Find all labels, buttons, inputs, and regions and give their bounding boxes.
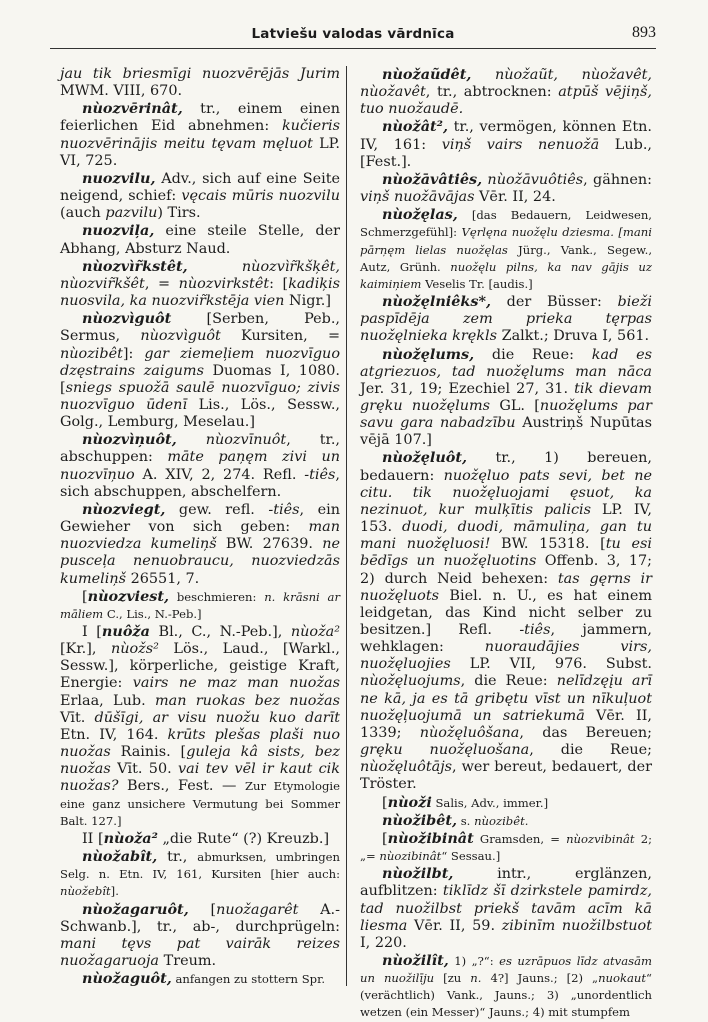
entry-text: [das Bedauern, Leidwesen, Schmerzgefühl]: (360, 208, 652, 240)
entry-text: Lub., [Fest.]. (360, 136, 652, 170)
entry-text: , das Bereuen; (519, 724, 652, 741)
entry-text: I [ (82, 624, 102, 640)
entry-text: Vęrlęna nuožęlu dziesma. [mani pārņęm lielas nuožęlas (360, 225, 652, 257)
entry-text: 4?] Jauns.; [2) „ (481, 971, 599, 986)
entry-text: n. krāsni ar māliem (60, 589, 340, 621)
entry-text: viņš vairs nenuožā (441, 136, 600, 153)
entry-text: jau tik briesmīgi nuozvērējās Jurim (60, 66, 340, 82)
entry-text: es uzrāpuos līdz atvasām un nuožilīju (360, 953, 652, 986)
entry-text: n. (470, 971, 482, 986)
entry-text: -tiês (268, 501, 300, 518)
entry-text: dūšīgi, ar visu nuožu kuo darīt (94, 709, 340, 726)
entry-text: A. XIV, 2, 274. Refl. (134, 466, 305, 483)
entry-text: die Reue: (474, 346, 592, 363)
headword: nuozviļa, (82, 222, 155, 240)
entry-text: 2; „= (360, 831, 652, 864)
entry-text: A.-Schwanb.], tr., ab-, durchprügeln: (60, 901, 340, 935)
headword: nùozvērinât, (82, 100, 183, 118)
entry-text: ne pusceļa nenuobraucu, nuozviedzās kumeliņš (60, 536, 340, 587)
entry-nuoza-2 (60, 830, 340, 848)
entry-nuozaudet (360, 66, 652, 118)
entry-text: Offenb. 3, 17; 2) durch Neid behexen: (360, 553, 652, 587)
entry-text: kad es atgriezuos, tad nuožęlums man nāca (360, 346, 652, 380)
entry-text: Vīt. 50. (110, 761, 179, 778)
entry-text: s. (457, 813, 475, 828)
headword: nuôža (101, 623, 150, 640)
entry-text: Austriņš Nupūtas vējā 107.] (360, 415, 653, 449)
entry-nuozabit (60, 848, 340, 900)
entry-text: (auch (60, 205, 106, 222)
headword: nùožęlums, (382, 345, 475, 363)
headword: nùožilît, (382, 951, 449, 969)
entry-text: Etn. IV, 164. (60, 726, 168, 743)
entry-nuozelums (360, 346, 652, 450)
entry-text: krūts plešas plaši nuo nuožas (60, 726, 340, 761)
entry-text: beschmieren: (169, 589, 265, 604)
entry-text: duodi, duodi, māmuliņa, gan tu mani nuožęluosi! (360, 519, 652, 553)
entry-nuozviest (60, 588, 340, 623)
entry-text: [Serben, Peb., Sermus, (60, 311, 340, 345)
entry-text: eine steile Stelle, der Abhang, Absturz Naud. (60, 223, 340, 257)
column-divider (346, 66, 347, 986)
entry-text: , gähnen: (583, 171, 652, 188)
entry-text: Bers., Fest. — (118, 778, 245, 795)
entry-nuozagaruot (60, 901, 340, 971)
entry-text: Jürg., Vank., Segew., Autz, Grünh. (360, 242, 653, 274)
entry-text: [ (382, 794, 388, 811)
entry-nuozviguot (60, 310, 340, 431)
page-number: 893 (632, 24, 656, 41)
entry-text: BW. 15318. [ (490, 536, 606, 553)
entry-text: māte paņęm zivi un nuozvīņuo (60, 449, 340, 483)
entry-text: -tiês (519, 622, 551, 638)
entry-text: 1) „?“: (448, 953, 500, 968)
entry-text: nùožaũt, nùožavêt, nùožavêt (360, 67, 652, 101)
entry-nuozat (360, 118, 652, 170)
entry-text: Lös., Laud., [Warkl., Sessw.], körperliche, geistige Kraft, Energie: (60, 641, 341, 692)
entry-nuozilbt (360, 865, 652, 952)
entry-text: pazvilu (105, 205, 158, 222)
entry-text: nùožęluojums (360, 673, 461, 690)
entry-text: nuokaut (598, 971, 647, 986)
entry-text: GL. [ (490, 397, 540, 414)
headword: nùoža² (103, 829, 158, 847)
entry-text: tr., vermögen, können Etn. IV, 161: (360, 119, 652, 153)
entry-nuozaguot (60, 970, 340, 988)
entry-text: viņš nuožāvājas (360, 189, 475, 206)
entry-text: nelīdzęįu arī ne kā, ja es tā gribętu vīst un nīkuļuot nuožęļuojumā un satriekumā (360, 673, 652, 724)
entry-nuozi (360, 794, 652, 812)
entry-text: Jer. 31, 19; Ezechiel 27, 31. (360, 380, 575, 397)
entry-text: mani tęvs pat vairāk reizes nuožagaruoja (60, 935, 340, 969)
entry-text: nùozvirkstêt (178, 275, 270, 292)
entry-nuozverinat (60, 100, 340, 170)
entry-text: 26551, 7. (126, 570, 200, 587)
entry-text: atpūš vējiņš, tuo nuožaudē. (360, 84, 652, 118)
entry-text: sniegs spuožā saulē nuozvīguo; zivis nuozvīguo ūdenī (60, 379, 340, 413)
entry-text: ) Tirs. (157, 205, 201, 222)
entry-text: LP. IV, 153. (360, 501, 652, 536)
entry-text: nuožęluo pats sevi, bet ne citu. tik nuožęluojami ęsuot, ka nezinuot, kur mulķītis palicis (360, 467, 652, 518)
entry-text: „die Rute“ (?) Kreuzb.] (157, 830, 330, 847)
entry-text: gręku nuožęluošana (360, 742, 530, 759)
entry-text (471, 67, 495, 83)
headword: nùožibêt, (382, 811, 458, 829)
entry-text: abmurksen, umbringen Selg. n. Etn. IV, 161, Kursiten [hier auch: (60, 850, 340, 882)
entry-text: vai tev vēl ir kaut cik nuožas? (60, 761, 341, 795)
entry-text: nùožāvuôtiês (487, 171, 584, 188)
entry-text: , ein Gewieher von sich geben: (60, 501, 340, 536)
entry-text: Zur Etymologie eine ganz unsichere Vermutung bei Sommer Balt. 127.] (60, 779, 341, 828)
entry-nuozilit (360, 952, 652, 1022)
entry-text: [ (82, 588, 88, 605)
entry-text: , sich abschuppen, abschelfern. (60, 466, 340, 500)
entry-text: vairs ne maz man nuožas (132, 675, 340, 692)
headword: nùožagaruôt, (82, 900, 189, 918)
entry-text: Treum. (159, 952, 217, 969)
entry-text: Erlaa, Lub. (60, 692, 155, 709)
entry-text: tiklīdz šī dzirkstele pamirdz, tad nuožilbst priekš tavām acīm kā liesma (360, 883, 652, 934)
headword: nùožęlas, (382, 206, 458, 224)
entry-text: Zalkt.; Druva I, 561. (497, 328, 650, 345)
headword: nùožęluôt, (382, 449, 468, 467)
entry-text: , tr., abtrocknen: (425, 84, 559, 101)
entry-text: , wer bereut, bedauert, der Tröster. (360, 759, 652, 793)
entry-text: man ruokas bez nuožas (154, 692, 340, 709)
dictionary-title: Latviešu valodas vārdnīca (251, 26, 455, 42)
headword: nùozvìņuôt, (82, 431, 177, 449)
headword: nùozvìr̃kstêt, (82, 257, 188, 275)
entry-text: nùoža² (290, 624, 341, 640)
entry-nuozelas (360, 206, 652, 293)
entry-text: LP. VI, 725. (60, 135, 340, 169)
entry-nuozvila (60, 222, 340, 257)
entry-text: “ (verächtlich) Vank., Jauns.; 3) „unordentlich wetzen (ein Messer)“ Jauns.; 4) mit stumpfem (360, 971, 652, 1020)
entry-text: man nuozviedza kumeliņš (60, 519, 340, 553)
entry-text: nùozvìr̃kšķêt, nùozvir̃kšêt (60, 258, 340, 292)
entry-nuozvirkstet (60, 258, 340, 310)
page-header (50, 22, 656, 49)
entry-text: nùožęluôtājs (360, 759, 453, 776)
entry-nuoza-1 (60, 623, 340, 830)
headword: nùožāvâtiês, (382, 170, 483, 188)
entry-continuation (60, 66, 340, 100)
entry-text: [Kr.], (60, 641, 111, 658)
entry-text: nùozibêt. (474, 813, 529, 828)
entry-text: gew. refl. (165, 501, 269, 518)
entry-text: II [ (82, 830, 104, 847)
entry-nuozviegt (60, 501, 340, 588)
entry-text: , jammern, wehklagen: (360, 622, 652, 656)
entry-text: zibinīm nuožilbstuot (501, 917, 652, 934)
entry-text: bieži paspīdēja zem prieka tęrpas nuožęlnieka krękls (360, 294, 652, 345)
entry-text: Vēr. II, 59. (407, 917, 502, 934)
headword: nùožabît, (82, 848, 158, 866)
entry-text: [ (188, 901, 217, 918)
headword: nùožęlniêks*, (382, 293, 492, 311)
entry-text: I, 220. (360, 934, 407, 951)
entry-text: Bl., C., N.-Peb.], (149, 624, 291, 640)
entry-text: Lis., Lös., Sessw., Golg., Lemburg, Meselau.] (60, 396, 340, 431)
headword: nùožilbt, (382, 865, 454, 883)
entry-text: guleja kâ sists, bez nuožas (60, 744, 340, 778)
entry-text: Duomas I, 1080. [ (60, 362, 340, 396)
entry-text: nùožęluôšana (419, 724, 520, 741)
entry-text: anfangen zu stottern Spr. (171, 972, 326, 987)
entry-text: nùozvīnuôt (205, 432, 287, 449)
entry-text: Vēr. II, 1339; (360, 707, 652, 741)
entry-text: BW. 27639. (216, 536, 323, 553)
entry-nuozeluot (360, 449, 652, 793)
entry-text: , = (144, 275, 179, 292)
entry-text: vęcais mūris nuozvilu (181, 188, 341, 205)
headword: nùozviest, (87, 587, 170, 605)
entry-text: -tiês (304, 466, 336, 483)
entry-text: tr., 1) bereuen, bedauern: (360, 450, 652, 484)
entry-text: intr., erglänzen, aufblitzen: (360, 866, 652, 900)
entry-text: ]: (122, 345, 145, 362)
entry-text: Vēr. II, 24. (474, 189, 556, 206)
headword: nùoži (387, 793, 432, 811)
entry-text: , tr., abschuppen: (60, 432, 340, 466)
entry-text: MWM. VIII, 670. (60, 83, 183, 100)
entry-text: nuožęlu pilns, ka nav gājis uz kaimiņiem (360, 259, 652, 291)
entry-text: Gramsden, = (473, 831, 567, 846)
entry-text: tu esi bēdīgs un nuožęluotins (360, 536, 652, 570)
entry-text: Veselis Tr. [audis.] (421, 276, 533, 291)
entry-text: LP. VII, 976. Subst. (450, 656, 652, 673)
entry-nuozibinat (360, 830, 652, 865)
entry-text: “ Sessau.] (441, 849, 501, 864)
entry-text: nùozibinât (379, 849, 442, 864)
entry-text: , die Reue; (529, 742, 652, 759)
entry-text: Vīt. (60, 709, 95, 726)
entry-text: tr., einem einen feierlichen Eid abnehmen: (60, 101, 340, 135)
entry-nuozelnieks (360, 293, 652, 345)
entry-text: [ (382, 830, 388, 847)
entry-text: tas gęrns ir nuožęluots (360, 570, 652, 604)
entry-text: Salis, Adv., immer.] (431, 795, 549, 810)
entry-text: kadiķis nuosvila, ka nuozvir̃kstēja vien (60, 275, 341, 310)
entry-text: nuožagarêt (216, 901, 299, 918)
entry-text: nùozvìguôt (140, 328, 221, 345)
entry-text: tr., (157, 849, 198, 866)
headword: nùožât², (382, 118, 448, 136)
entry-nuozibet (360, 812, 652, 830)
entry-text: Nigr.] (284, 293, 331, 310)
entry-text: nuoraudājies virs, nuožęluojies (360, 639, 652, 673)
entry-text: gar ziemeļiem nuozvīguo dzęstrains zaigums (60, 345, 340, 379)
entry-text: kučieris nuozvērinājis meitu tęvam męluot (60, 118, 340, 152)
entry-text: tik dievam gręku nuožęlums (360, 380, 652, 414)
entry-text: der Büsser: (491, 294, 618, 311)
entry-nuozavaties (360, 171, 652, 206)
entry-nuozvilu (60, 170, 340, 222)
entry-text: nùozvibinât (566, 831, 635, 846)
headword: nùozvìguôt (82, 310, 172, 328)
entry-text: , die Reue: (460, 673, 557, 690)
headword: nùožaũdêt, (382, 66, 472, 83)
entry-text: [zu (434, 971, 471, 986)
left-column (60, 66, 340, 988)
headword: nuozvilu, (82, 169, 156, 187)
entry-text (188, 259, 242, 275)
entry-text (177, 432, 206, 448)
entry-text: nuožęlums par savu gara nabadzību (360, 397, 652, 432)
entry-text: Rainis. [ (110, 744, 187, 761)
entry-text: nùozibêt (60, 345, 123, 362)
entry-text: nùožs² (110, 641, 159, 658)
right-column (360, 66, 652, 1022)
headword: nùozviegt, (82, 500, 166, 518)
entry-text: Biel. n. U., es hat einem leidgetan, das Kind nicht selber zu besitzen.] Refl. (360, 587, 652, 638)
entry-text: : [ (269, 275, 289, 292)
entry-text: Kursiten, = (220, 328, 340, 345)
headword: nùožibinât (387, 829, 474, 847)
headword: nùožaguôt, (82, 970, 172, 988)
entry-text: ]. (110, 884, 119, 899)
entry-text: C., Lis., N.-Peb.] (103, 606, 202, 621)
entry-text: Adv., sich auf eine Seite neigend, schief: (60, 170, 340, 205)
entry-nuozvinuot (60, 431, 340, 501)
entry-text: nùožebît (60, 884, 111, 899)
